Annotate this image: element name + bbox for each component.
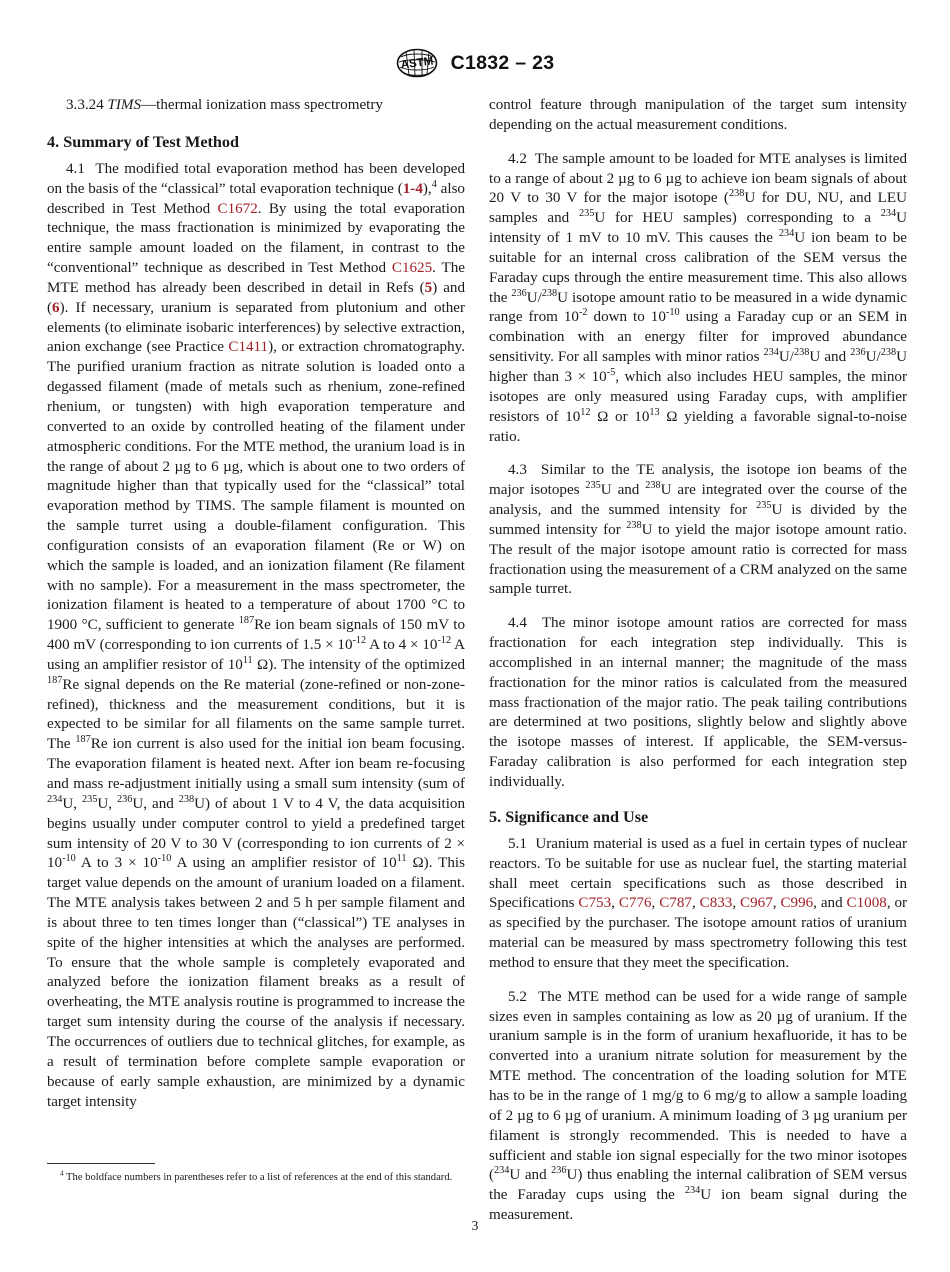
sep-1: , — [611, 895, 619, 912]
para-4-1-text-b: ), — [422, 180, 432, 197]
isotope-234-e: 234 — [494, 1165, 510, 1177]
section-heading-5: 5. Significance and Use — [489, 807, 649, 826]
para-4-2-text-m: U higher than 3 × 10 — [489, 349, 907, 385]
paragraph-number-4-3: 4.3 — [508, 462, 527, 479]
para-5-2-text-a: The MTE method can be used for a wide range of sample sizes even in samples containing as low as 20 µg of uranium. If the uranium sample is in the form of uranium hexafluoride, it has to be converted into a uranium nitrate solution for measurement by the MTE method. The concentration of the loading solution for MTE has to be in the range of 1 mg/g to 6 mg/g to allow a sample loading of 2 µg to 6 µg of uranium. A minimum loading of 3 µg uranium per filament is strongly recommended. This is needed to have a sufficient and stable ion signal especially for the two minor isotopes ( — [489, 988, 907, 1184]
isotope-234-b: 234 — [880, 208, 897, 220]
paragraph-5-1 — [489, 835, 907, 974]
svg-text:ASTM: ASTM — [399, 55, 434, 72]
para-5-1-text-b: , or as specified by the purchaser. The isotope amount ratios of uranium material can be measured by mass spectrometry following this test method to ensure that they meet the specification. — [489, 895, 908, 971]
para-4-3-text-a: Similar to the TE analysis, the isotope ion beams of the major isotopes — [489, 462, 908, 499]
para-4-1-text-e: . The MTE method has already been described in detail in Refs ( — [47, 260, 465, 296]
standard-link-c833[interactable]: C833 — [699, 895, 733, 912]
paragraph-5-2 — [489, 988, 907, 1226]
para-4-2-text-b: U for DU, NU, and LEU samples and — [489, 190, 907, 227]
para-5-2-text-b: U and — [509, 1167, 552, 1184]
para-4-1-text-q: U, and — [132, 795, 179, 812]
standard-link-c1411[interactable]: C1411 — [228, 339, 269, 356]
para-4-1-text-d: . By using the total evaporation technique, the mass fractionation is minimized by evaporating the entire sample amount loaded on the filament, in contrast to the “conventional” technique as described in Test Method — [47, 200, 466, 277]
footnote-4 — [47, 1171, 465, 1185]
isotope-235-d: 235 — [756, 500, 772, 511]
paragraph-number-4-2: 4.2 — [508, 150, 527, 167]
isotope-238-d: 238 — [794, 347, 810, 359]
para-4-1-text-m: Re signal depends on the Re material (zone-refined or non-zone-refined), thickness and the measurement conditions, but it is expected to be similar for all filaments on the same sample turret. The — [47, 676, 465, 753]
definition-number: 3.3.24 — [66, 97, 104, 113]
para-4-1-text-t: A using an amplifier resistor of 10 — [171, 855, 397, 872]
para-4-1-text-u: Ω). This target value depends on the amount of uranium loaded on a filament. The MTE analysis takes between 2 and 5 h per sample filament and is about three to ten times longer than (“classical”) TE analyses in spite of the higher intensities at which the analyses are performed. To ensure that the whole sample is completely evaporated and analyzed before the ionization filament breaks as a result of overheating, the MTE analysis routine is programmed to increase the target sum intensity during the course of the analysis if necessary. The occurrences of outliers due to technical glitches, for example, as a result of termination before complete sample evaporation or because of early sample exhaustion, are minimized by a dynamic target intensity — [47, 855, 465, 1110]
sep-2: , — [651, 895, 660, 912]
standard-designation: C1832 – 23 — [450, 51, 555, 74]
isotope-234-a: 234 — [47, 793, 63, 805]
exponent-11-a: 11 — [242, 654, 253, 666]
paragraph-4-2 — [489, 150, 907, 448]
para-4-2-text-o: Ω or 10 — [590, 408, 650, 425]
standard-link-c1672[interactable]: C1672 — [217, 200, 258, 217]
exponent-neg2: -2 — [578, 307, 588, 319]
isotope-234-f: 234 — [684, 1185, 701, 1197]
left-column — [47, 96, 465, 1226]
paragraph-4-1-continued: control feature through manipulation of the target sum intensity depending on the actual measurement conditions. — [489, 97, 907, 133]
exponent-12: 12 — [580, 406, 591, 418]
para-4-1-text-i: Re ion beam signals of 150 mV to 400 mV (corresponding to ion currents of 1.5 × 10 — [47, 617, 466, 654]
para-4-3-text-d: U is divided by the summed intensity for — [489, 502, 908, 538]
para-4-2-text-f: U/ — [526, 289, 542, 306]
para-5-2-text-c: U) thus enabling the internal calibration of SEM versus the Faraday cups using the — [489, 1167, 907, 1204]
astm-logo-icon — [396, 48, 438, 78]
para-4-2-text-c: U for HEU samples) corresponding to a — [594, 210, 881, 227]
para-5-1-text-a: Uranium material is used as a fuel in certain types of nuclear reactors. To be suitable for use as nuclear fuel, the starting material shall meet certain specifications such as those described in Specifications — [489, 835, 907, 912]
isotope-235-c: 235 — [585, 480, 601, 492]
footnote-divider — [47, 1163, 155, 1164]
footnote-block — [47, 1163, 465, 1185]
paragraph-number-4-4: 4.4 — [508, 615, 527, 632]
exponent-neg12-b: -12 — [437, 635, 452, 647]
footnote-ref-4[interactable]: 4 — [431, 178, 437, 190]
reference-link-6[interactable]: 6 — [52, 299, 60, 316]
standard-link-c776[interactable]: C776 — [618, 895, 652, 912]
standard-link-c753[interactable]: C753 — [578, 895, 612, 912]
isotope-187-b: 187 — [47, 674, 63, 686]
para-4-1-text-c: also described in Test Method — [47, 180, 465, 217]
para-4-2-text-k: U and — [809, 349, 851, 366]
right-column — [489, 96, 907, 1226]
definition-text: —thermal ionization mass spectrometry — [141, 97, 383, 113]
paragraph-4-1 — [47, 160, 465, 1113]
definition-3-3-24 — [47, 96, 465, 116]
sep-5: , — [772, 895, 781, 912]
isotope-234-d: 234 — [763, 347, 779, 359]
para-4-1-text-s: A to 3 × 10 — [75, 855, 158, 872]
definition-term: TIMS — [107, 97, 142, 113]
para-4-2-text-i: using a Faraday cup or an SEM in combination with an energy filter for improved abundance sensitivity. For all samples with minor ratios — [489, 309, 908, 366]
para-4-3-text-e: U to yield the major isotope amount ratio. The result of the major isotope amount ratio is corrected for mass fractionation using the measurement of a CRM analyzed on the same sample turret. — [489, 521, 907, 598]
isotope-234-c: 234 — [778, 228, 795, 240]
isotope-187-c: 187 — [75, 734, 91, 746]
para-4-1-text-r: U) of about 1 V to 4 V, the data acquisition begins usually under computer control to yield a predefined target sum intensity of 20 V to 30 V (corresponding to ion currents of 2 × 10 — [47, 795, 466, 872]
paragraph-number-5-2: 5.2 — [508, 988, 527, 1005]
two-column-body — [47, 96, 907, 1226]
exponent-neg10-b: -10 — [157, 853, 172, 865]
para-4-2-text-e: U ion beam to be suitable for an internal cross calibration of the SEM versus the Faraday cups through the entire measurement time. This also allows the — [489, 230, 907, 306]
paragraph-number-4-1: 4.1 — [66, 160, 85, 177]
para-4-3-text-c: U are integrated over the course of the analysis, and the summed intensity for — [489, 482, 908, 519]
para-4-1-text-j: A to 4 × 10 — [366, 637, 438, 654]
para-4-1-text-p: U, — [97, 795, 117, 812]
sep-4: , — [732, 895, 741, 912]
para-4-1-text-a: The modified total evaporation method has been developed on the basis of the “classical” total evaporation technique ( — [47, 160, 465, 197]
isotope-238-g: 238 — [626, 519, 642, 531]
para-4-2-text-l: U/ — [865, 349, 881, 366]
exponent-neg12-a: -12 — [352, 635, 367, 647]
standard-link-c967[interactable]: C967 — [740, 895, 773, 912]
isotope-236-b: 236 — [511, 287, 527, 299]
paragraph-number-5-1: 5.1 — [508, 835, 527, 852]
exponent-neg10-c: -10 — [665, 307, 680, 319]
paragraph-4-3 — [489, 461, 907, 600]
para-4-2-text-a: The sample amount to be loaded for MTE analyses is limited to a range of about 2 µg to 6 µg to achieve ion beam signals of about 20 V to 30 V for the major isotope ( — [489, 150, 907, 207]
para-4-2-text-d: U intensity of 1 mV to 10 mV. This causes the — [489, 210, 907, 247]
isotope-236-d: 236 — [551, 1165, 567, 1177]
para-4-1-text-l: Ω). The intensity of the optimized — [252, 656, 465, 673]
exponent-11-b: 11 — [396, 853, 407, 865]
page-number: 3 — [471, 1218, 479, 1233]
para-4-1-text-h: ), or extraction chromatography. The purified uranium fraction as nitrate solution is loaded onto a degassed filament (made of metals such as rhenium, zone-refined rhenium, or tungsten) with high evaporation temperature and converted to an oxide by controlled heating of the filament under atmospheric conditions. For the MTE method, the uranium load is in the range of about 2 µg to 6 µg, which is about one to two orders of magnitude higher than that typically used for the “classical” total evaporation method by TIMS. The sample filament is mounted on the sample turret using a double-filament configuration. This configuration consists of an evaporation filament (Re or W) on which the sample is loaded, and an ionization filament (Re filament with no sample). For a measurement in the mass spectrometer, the ionization filament is heated to a temperature of about 1700 °C to 1900 °C, sufficient to generate — [47, 339, 465, 634]
para-4-3-text-b: U and — [600, 482, 646, 499]
para-4-1-text-f: ) and ( — [47, 279, 466, 316]
para-4-2-text-g: U isotope amount ratio to be measured in a wide dynamic range from 10 — [489, 289, 907, 326]
para-4-2-text-h: down to 10 — [587, 309, 666, 326]
isotope-238-f: 238 — [645, 480, 661, 492]
exponent-neg5: -5 — [606, 366, 616, 378]
para-4-2-text-p: Ω yielding a favorable signal-to-noise ratio. — [489, 408, 907, 445]
page-header — [0, 48, 950, 78]
para-4-1-text-k: A using an amplifier resistor of 10 — [47, 637, 466, 673]
para-4-2-text-n: , which also includes HEU samples, the minor isotopes are only measured using Faraday cups, with amplifier resistors of 10 — [489, 368, 908, 425]
isotope-235-a: 235 — [82, 793, 98, 805]
isotope-238-b: 238 — [728, 188, 745, 200]
para-4-1-text-o: U, — [62, 795, 82, 812]
reference-link-5[interactable]: 5 — [424, 279, 433, 296]
exponent-13: 13 — [649, 406, 660, 418]
isotope-235-b: 235 — [578, 208, 595, 220]
exponent-neg10-a: -10 — [62, 853, 76, 865]
isotope-187-a: 187 — [238, 615, 255, 627]
sep-and: , and — [813, 895, 847, 912]
standard-link-c1625[interactable]: C1625 — [391, 260, 433, 277]
footnote-text: The boldface numbers in parentheses refer to a list of references at the end of this standard. — [63, 1172, 453, 1183]
isotope-236-c: 236 — [850, 347, 866, 359]
isotope-238-c: 238 — [541, 287, 558, 299]
isotope-236-a: 236 — [117, 793, 133, 805]
sep-3: , — [691, 895, 700, 912]
para-4-4-text: The minor isotope amount ratios are corrected for mass fractionation for each integration step individually. This is accomplished in an internal manner; the magnitude of the mass fractionation for the minor ratios is calculated from the measured mass fractionation of the major ratio. The peak tailing contributions are determined at two positions, slightly below and slightly above the isotope masses of interest. If applicable, the SEM-versus-Faraday calibration is also performed for each integration step individually. — [489, 615, 907, 790]
standard-link-c1008[interactable]: C1008 — [846, 895, 887, 912]
footnote-marker: 4 — [60, 1169, 64, 1178]
standard-link-c787[interactable]: C787 — [659, 895, 692, 912]
section-heading-4: 4. Summary of Test Method — [47, 132, 240, 151]
standard-link-c996[interactable]: C996 — [780, 895, 814, 912]
isotope-238-e: 238 — [880, 347, 897, 359]
para-5-2-text-d: U ion beam signal during the measurement. — [489, 1187, 907, 1224]
isotope-238-a: 238 — [178, 793, 195, 805]
reference-link-1-4[interactable]: 1-4 — [402, 180, 423, 197]
paragraph-4-4 — [489, 614, 907, 793]
para-4-1-text-n: Re ion current is also used for the initial ion beam focusing. The evaporation filament is heated next. After ion beam re-focusing and mass re-adjustment initially using a small sum intensity (sum of — [47, 736, 465, 792]
para-4-2-text-j: U/ — [778, 349, 794, 366]
para-4-1-text-g: ). If necessary, uranium is separated from plutonium and other elements (to eliminate isobaric interferences) by selective extraction, anion exchange (see Practice — [47, 299, 465, 356]
